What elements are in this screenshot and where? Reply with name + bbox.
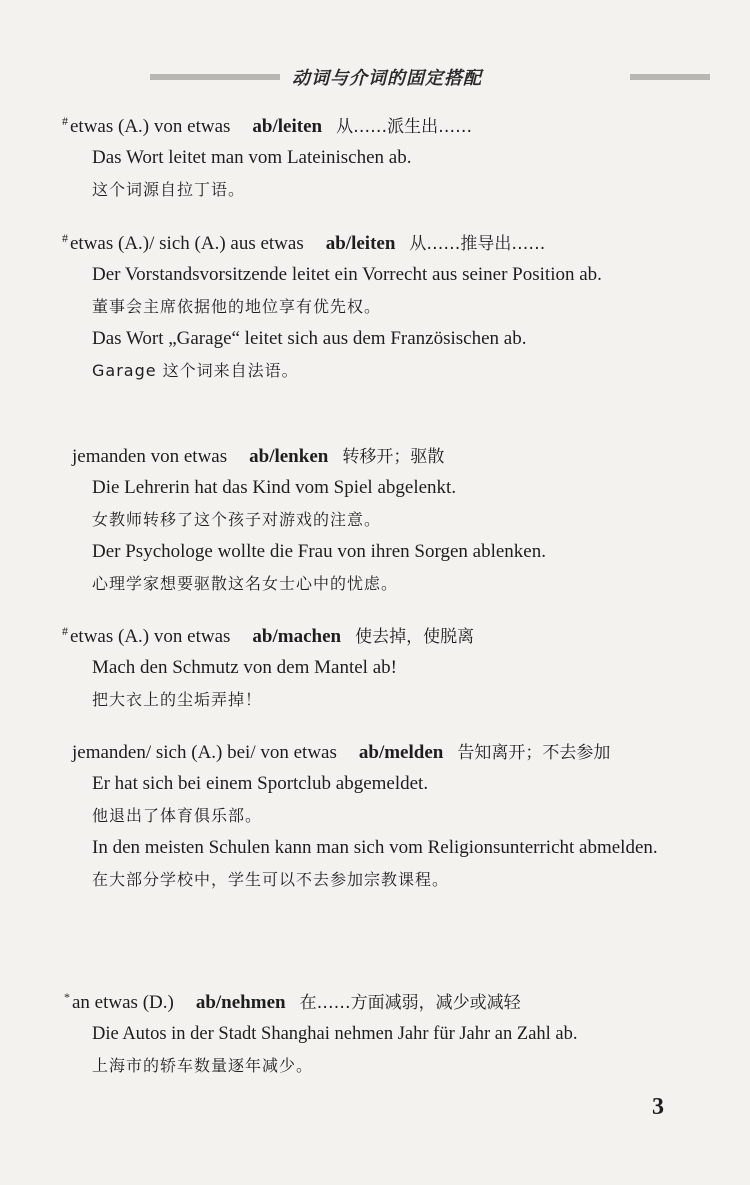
example-chinese: 这个词源自拉丁语。 [92,180,246,199]
entry-ableiten-1 [62,106,712,206]
example-german: Das Wort „Garage“ leitet sich aus dem Französischen ab. [92,328,527,349]
entry-abmachen [62,616,712,716]
example-german: Die Lehrerin hat das Kind vom Spiel abgelenkt. [92,477,457,498]
example-german: Mach den Schmutz von dem Mantel ab! [92,657,397,678]
entry-marker: # [62,231,68,245]
entry-verb: ab/lenken [249,446,329,467]
running-header [150,62,710,92]
example-chinese: 把大衣上的尘垢弄掉！ [92,690,263,709]
example-chinese: 女教师转移了这个孩子对游戏的注意。 [92,510,382,529]
example-chinese: Garage 这个词来自法语。 [92,361,299,380]
entry-object: jemanden/ sich (A.) bei/ von etwas [72,742,337,763]
entry-head [70,732,700,768]
entry-object: jemanden von etwas [72,446,228,467]
entry-ablenken [70,436,720,600]
entry-head [62,616,712,652]
entry-object: an etwas (D.) [72,992,174,1013]
entry-ableiten-2 [62,223,712,387]
example-german: Er hat sich bei einem Sportclub abgemeldet. [92,773,429,794]
entry-object: etwas (A.) von etwas [70,626,231,647]
entry-meaning: 告知离开；不去参加 [457,743,611,763]
entry-meaning: 转移开；驱散 [342,447,445,467]
entry-verb: ab/machen [252,626,342,647]
header-rule-left [150,74,280,80]
example-german: Der Psychologe wollte die Frau von ihren Sorgen ablenken. [92,541,546,562]
entry-verb: ab/nehmen [195,992,286,1013]
page-number: 3 [652,1094,664,1120]
example-chinese: 董事会主席依据他的地位享有优先权。 [92,297,382,316]
example-german: Die Autos in der Stadt Shanghai nehmen Jahr für Jahr an Zahl ab. [92,1024,578,1044]
entry-marker: # [62,624,68,638]
entry-verb: ab/melden [358,742,444,763]
header-title: 动词与介词的固定搭配 [292,68,482,89]
example-chinese: 在大部分学校中，学生可以不去参加宗教课程。 [92,870,450,889]
entry-abmelden [70,732,710,896]
entry-marker: * [64,990,70,1004]
example-chinese: 心理学家想要驱散这名女士心中的忧虑。 [92,574,399,593]
entry-head [70,436,720,472]
example-german: In den meisten Schulen kann man sich vom Religionsunterricht abmelden. [92,837,658,858]
entry-meaning: 从……派生出…… [336,117,473,137]
entry-verb: ab/leiten [325,233,396,254]
example-german: Das Wort leitet man vom Lateinischen ab. [92,147,412,168]
entry-head [62,106,712,142]
entry-meaning: 从……推导出…… [409,234,546,254]
entry-abnehmen [64,982,714,1082]
header-rule-right [630,74,710,80]
entry-object: etwas (A.)/ sich (A.) aus etwas [70,233,304,254]
entry-verb: ab/leiten [252,116,323,137]
entry-head [62,223,712,259]
entry-object: etwas (A.) von etwas [70,116,231,137]
example-german: Der Vorstandsvorsitzende leitet ein Vorrecht aus seiner Position ab. [92,264,602,285]
entry-meaning: 在……方面减弱，减少或减轻 [299,993,521,1013]
example-chinese: 上海市的轿车数量逐年减少。 [92,1056,314,1075]
entry-head [64,982,714,1018]
entry-marker: # [62,114,68,128]
example-chinese: 他退出了体育俱乐部。 [92,806,263,825]
entry-meaning: 使去掉，使脱离 [355,627,475,647]
